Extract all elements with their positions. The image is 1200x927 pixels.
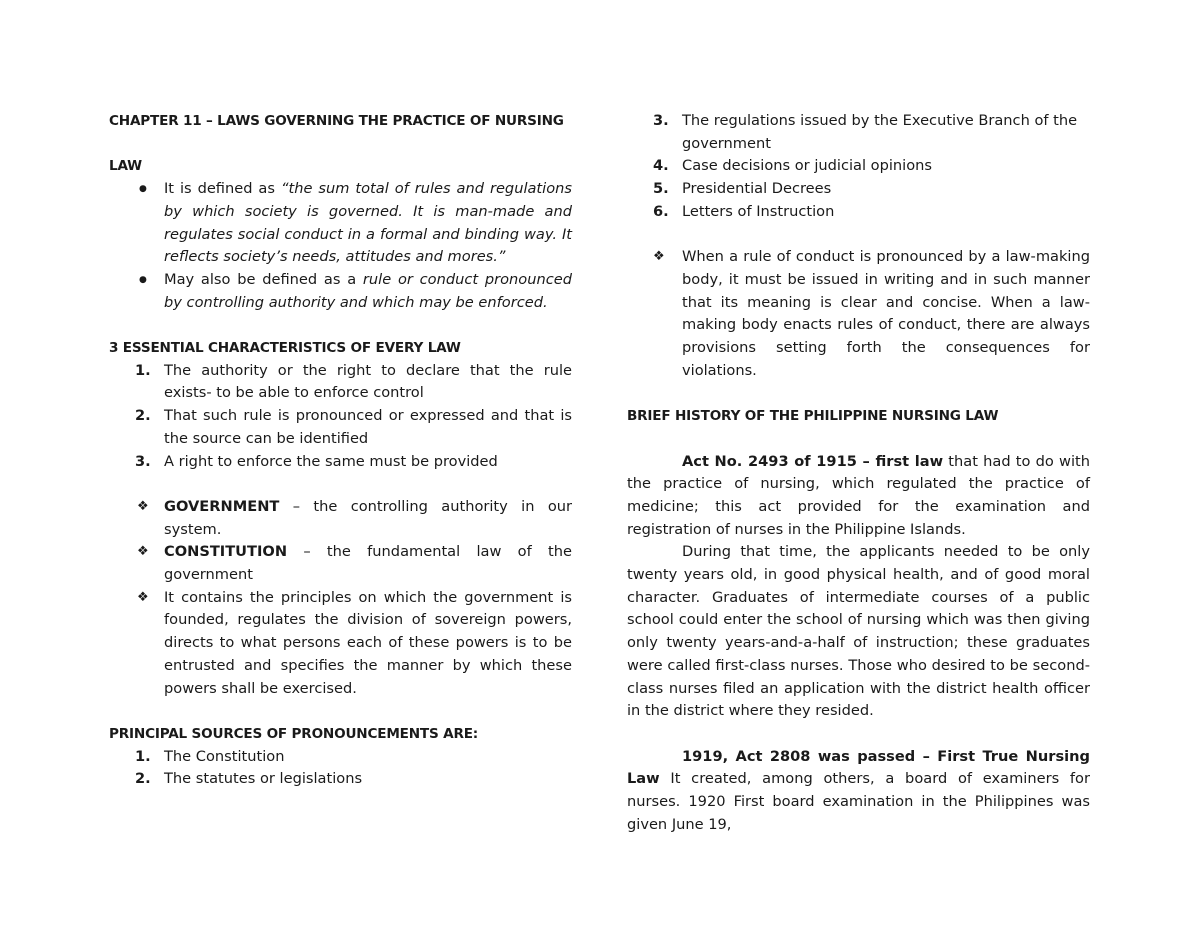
definition-constitution: ❖ CONSTITUTION – the fundamental law of the government [137, 543, 572, 584]
list-item: 4. Case decisions or judicial opinions [653, 157, 932, 175]
bullet-dot-icon: ● [139, 184, 147, 195]
list-item: 2. That such rule is pronounced or expressed and that is the source can be identified [135, 407, 572, 447]
left-column [109, 110, 572, 791]
law-bullets [109, 178, 572, 314]
definition-government: ❖ GOVERNMENT – the controlling authority in our system. [137, 497, 572, 538]
diamond-bullet-icon: ❖ [653, 249, 665, 265]
law-bullet-2: ● May also be defined as a rule or conduct pronounced by controlling authority and which may be enforced. [139, 270, 572, 311]
law-heading: LAW [109, 158, 142, 175]
definitions-list [109, 496, 572, 700]
list-item: 2. The statutes or legislations [135, 770, 363, 788]
diamond-bullet-icon: ❖ [137, 589, 149, 605]
right-column [627, 110, 1090, 836]
list-item: 3. The regulations issued by the Executive Branch of the government [653, 112, 1078, 152]
list-item: 6. Letters of Instruction [653, 202, 835, 220]
diamond-bullet-icon: ❖ [137, 498, 149, 514]
bullet-dot-icon: ● [139, 274, 147, 285]
characteristics-heading: 3 ESSENTIAL CHARACTERISTICS OF EVERY LAW [109, 340, 461, 356]
rule-note: ❖ When a rule of conduct is pronounced by a law-making body, it must be issued in writing and in such manner that its meaning is clear and concise. When a law-making body enacts rules of conduct, there are always provisions setting forth the consequences for violations. [653, 248, 1090, 379]
chapter-title: CHAPTER 11 – LAWS GOVERNING THE PRACTICE OF NURSING [109, 113, 564, 129]
history-heading: BRIEF HISTORY OF THE PHILIPPINE NURSING LAW [627, 408, 999, 425]
sources-heading: PRINCIPAL SOURCES OF PRONOUNCEMENTS ARE: [109, 725, 479, 742]
list-item: 5. Presidential Decrees [653, 180, 832, 198]
act-1919-paragraph: 1919, Act 2808 was passed – First True Nursing Law It created, among others, a board of examiners for nurses. 1920 First board examination in the Philippines was given June 19, [627, 747, 1090, 833]
act-1915-paragraph: Act No. 2493 of 1915 – first law that had to do with the practice of nursing, which regulated the practice of medicine; this act provided for the examination and registration of nurses in the Philippine Islands. [627, 452, 1091, 538]
sources-list-continued [627, 110, 1090, 224]
list-item: 1. The Constitution [135, 747, 285, 765]
sources-list [109, 746, 572, 791]
definition-principles: ❖ It contains the principles on which the government is founded, regulates the division of sovereign powers, directs to what persons each of these powers is to be entrusted and specifies the manner by which these powers shall be exercised. [137, 588, 572, 697]
diamond-bullet-icon: ❖ [137, 544, 149, 560]
list-item: 3. A right to enforce the same must be provided [135, 452, 498, 470]
rule-note-list [627, 246, 1090, 382]
during-paragraph: During that time, the applicants needed to be only twenty years old, in good physical health, and of good moral character. Graduates of intermediate courses of a public school could enter the school of nursing which was then giving only twenty years-and-a-half of instruction; these graduates were called first-class nurses. Those who desired to be second- class nurses filed an application with the district health officer in the district where they resided. [627, 543, 1090, 720]
law-bullet-1: ● It is defined as “the sum total of rules and regulations by which society is governed. It is man-made and regulates social conduct in a formal and binding way. It reflects society’s needs, attitudes and mores.” [139, 180, 572, 266]
characteristics-list [109, 360, 572, 474]
list-item: 1. The authority or the right to declare that the rule exists- to be able to enforce control [135, 361, 572, 402]
